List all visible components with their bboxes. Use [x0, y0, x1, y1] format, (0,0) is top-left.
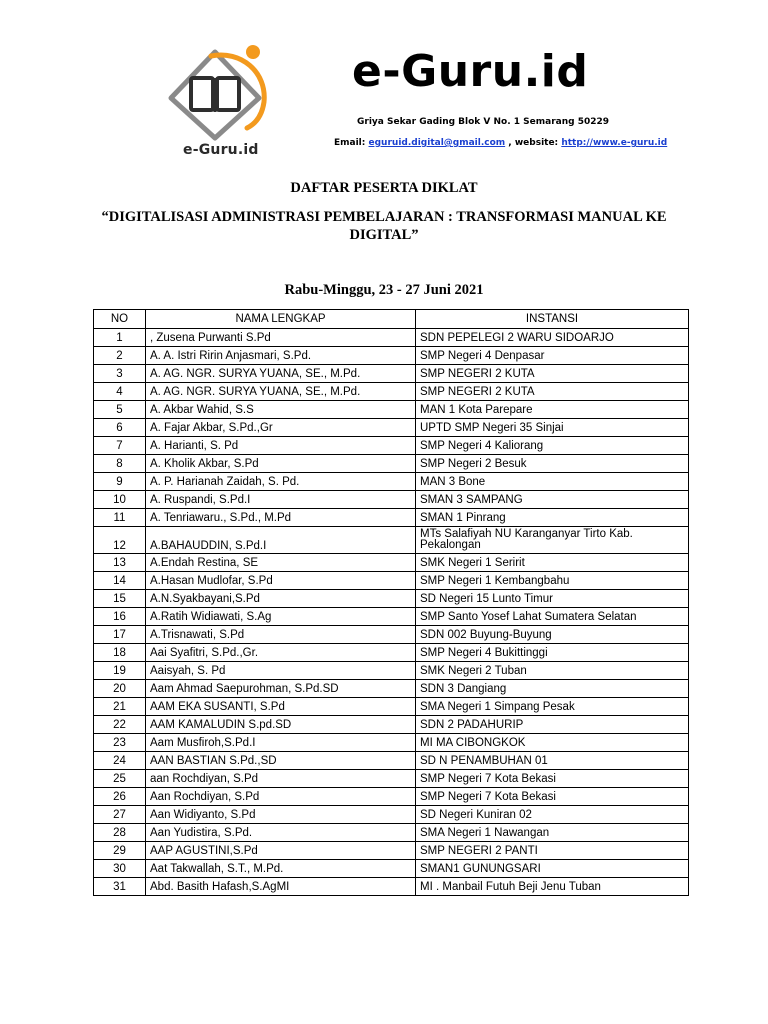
row-number: 15 [94, 590, 146, 608]
table-row [94, 680, 689, 698]
participant-name: A. Akbar Wahid, S.S [146, 401, 416, 419]
institution-name: SD N PENAMBUHAN 01 [416, 752, 689, 770]
participant-name: Aam Musfiroh,S.Pd.I [146, 734, 416, 752]
row-number: 27 [94, 806, 146, 824]
institution-name: SMP Negeri 2 Besuk [416, 455, 689, 473]
table-row [94, 644, 689, 662]
participant-name: A.Endah Restina, SE [146, 554, 416, 572]
participant-name: AAP AGUSTINI,S.Pd [146, 842, 416, 860]
table-row [94, 608, 689, 626]
row-number: 26 [94, 788, 146, 806]
institution-name: SMP Negeri 7 Kota Bekasi [416, 788, 689, 806]
institution-name: SMP NEGERI 2 KUTA [416, 383, 689, 401]
row-number: 10 [94, 491, 146, 509]
table-row [94, 554, 689, 572]
institution-name: SMA Negeri 1 Simpang Pesak [416, 698, 689, 716]
row-number: 5 [94, 401, 146, 419]
row-number: 6 [94, 419, 146, 437]
table-header-row [94, 310, 689, 329]
website-label: , website: [508, 138, 559, 148]
participant-name: Aat Takwallah, S.T., M.Pd. [146, 860, 416, 878]
participant-name: AAM EKA SUSANTI, S.Pd [146, 698, 416, 716]
book-logo-icon [163, 40, 278, 142]
participant-name: A. Ruspandi, S.Pd.I [146, 491, 416, 509]
table-row [94, 527, 689, 554]
table-row [94, 842, 689, 860]
header-institution: INSTANSI [416, 310, 689, 329]
institution-name: SMP Negeri 4 Kaliorang [416, 437, 689, 455]
table-row [94, 365, 689, 383]
institution-name: SDN 2 PADAHURIP [416, 716, 689, 734]
institution-name: SDN 3 Dangiang [416, 680, 689, 698]
row-number: 18 [94, 644, 146, 662]
participant-name: A.N.Syakbayani,S.Pd [146, 590, 416, 608]
row-number: 21 [94, 698, 146, 716]
row-number: 25 [94, 770, 146, 788]
table-row [94, 437, 689, 455]
institution-name: MI MA CIBONGKOK [416, 734, 689, 752]
participant-name: Aai Syafitri, S.Pd.,Gr. [146, 644, 416, 662]
participant-name: Aam Ahmad Saepurohman, S.Pd.SD [146, 680, 416, 698]
institution-name: SMP Negeri 4 Bukittinggi [416, 644, 689, 662]
document-subtitle: “DIGITALISASI ADMINISTRASI PEMBELAJARAN : TRANSFORMASI MANUAL KE DIGITAL” [101, 209, 667, 243]
table-body [94, 329, 689, 896]
table-row [94, 509, 689, 527]
table-row [94, 455, 689, 473]
row-number: 16 [94, 608, 146, 626]
row-number: 7 [94, 437, 146, 455]
row-number: 9 [94, 473, 146, 491]
institution-name: SMAN1 GUNUNGSARI [416, 860, 689, 878]
participants-table [93, 309, 689, 896]
brand-title: e-Guru.id [352, 46, 589, 97]
institution-name: MAN 1 Kota Parepare [416, 401, 689, 419]
institution-name: UPTD SMP Negeri 35 Sinjai [416, 419, 689, 437]
header-no: NO [94, 310, 146, 329]
website-link[interactable]: http://www.e-guru.id [561, 138, 668, 148]
institution-name: SMP Negeri 4 Denpasar [416, 347, 689, 365]
participant-name: A. A. Istri Ririn Anjasmari, S.Pd. [146, 347, 416, 365]
row-number: 8 [94, 455, 146, 473]
table-row [94, 860, 689, 878]
institution-name: SMK Negeri 1 Seririt [416, 554, 689, 572]
table-row [94, 878, 689, 896]
participant-name: AAN BASTIAN S.Pd.,SD [146, 752, 416, 770]
participant-name: A.Hasan Mudlofar, S.Pd [146, 572, 416, 590]
row-number: 2 [94, 347, 146, 365]
email-link[interactable]: eguruid.digital@gmail.com [368, 138, 506, 148]
row-number: 20 [94, 680, 146, 698]
table-row [94, 716, 689, 734]
row-number: 13 [94, 554, 146, 572]
row-number: 31 [94, 878, 146, 896]
table-row [94, 662, 689, 680]
row-number: 29 [94, 842, 146, 860]
participant-name: , Zusena Purwanti S.Pd [146, 329, 416, 347]
row-number: 23 [94, 734, 146, 752]
institution-name: SMA Negeri 1 Nawangan [416, 824, 689, 842]
row-number: 24 [94, 752, 146, 770]
institution-name: MI . Manbail Futuh Beji Jenu Tuban [416, 878, 689, 896]
header-name: NAMA LENGKAP [146, 310, 416, 329]
institution-name: SDN 002 Buyung-Buyung [416, 626, 689, 644]
institution-name: SMAN 1 Pinrang [416, 509, 689, 527]
brand-contact [334, 138, 667, 148]
institution-name: SMP Negeri 1 Kembangbahu [416, 572, 689, 590]
row-number: 30 [94, 860, 146, 878]
participant-name: A. Fajar Akbar, S.Pd.,Gr [146, 419, 416, 437]
row-number: 3 [94, 365, 146, 383]
participant-name: A.Trisnawati, S.Pd [146, 626, 416, 644]
logo-caption: e-Guru.id [183, 142, 259, 158]
brand-address: Griya Sekar Gading Blok V No. 1 Semarang 50229 [357, 117, 610, 127]
table-row [94, 734, 689, 752]
institution-name: SMP NEGERI 2 PANTI [416, 842, 689, 860]
document-date: Rabu-Minggu, 23 - 27 Juni 2021 [284, 282, 484, 298]
table-row [94, 329, 689, 347]
institution-name: SMK Negeri 2 Tuban [416, 662, 689, 680]
participant-name: AAM KAMALUDIN S.pd.SD [146, 716, 416, 734]
row-number: 12 [94, 527, 146, 554]
table-row [94, 347, 689, 365]
institution-name: SMP Santo Yosef Lahat Sumatera Selatan [416, 608, 689, 626]
table-row [94, 806, 689, 824]
institution-name: SD Negeri Kuniran 02 [416, 806, 689, 824]
institution-name: SDN PEPELEGI 2 WARU SIDOARJO [416, 329, 689, 347]
participant-name: Aaisyah, S. Pd [146, 662, 416, 680]
table-row [94, 752, 689, 770]
eguru-logo [163, 40, 278, 162]
participant-name: Aan Widiyanto, S.Pd [146, 806, 416, 824]
table-row [94, 419, 689, 437]
participant-name: A. AG. NGR. SURYA YUANA, SE., M.Pd. [146, 383, 416, 401]
participant-name: A.BAHAUDDIN, S.Pd.I [146, 527, 416, 554]
table-row [94, 473, 689, 491]
document-title: DAFTAR PESERTA DIKLAT [290, 180, 478, 196]
institution-name: SMP Negeri 7 Kota Bekasi [416, 770, 689, 788]
row-number: 1 [94, 329, 146, 347]
table-row [94, 626, 689, 644]
institution-name: SMP NEGERI 2 KUTA [416, 365, 689, 383]
row-number: 22 [94, 716, 146, 734]
row-number: 14 [94, 572, 146, 590]
table-row [94, 788, 689, 806]
table-row [94, 824, 689, 842]
participant-name: A. Tenriawaru., S.Pd., M.Pd [146, 509, 416, 527]
row-number: 19 [94, 662, 146, 680]
table-row [94, 698, 689, 716]
email-label: Email: [334, 138, 366, 148]
row-number: 28 [94, 824, 146, 842]
table-row [94, 590, 689, 608]
participant-name: A. P. Harianah Zaidah, S. Pd. [146, 473, 416, 491]
participant-name: A. Kholik Akbar, S.Pd [146, 455, 416, 473]
participant-name: A. AG. NGR. SURYA YUANA, SE., M.Pd. [146, 365, 416, 383]
table-row [94, 491, 689, 509]
table-row [94, 401, 689, 419]
row-number: 4 [94, 383, 146, 401]
table-row [94, 383, 689, 401]
institution-name: MAN 3 Bone [416, 473, 689, 491]
participant-name: Aan Rochdiyan, S.Pd [146, 788, 416, 806]
participant-name: Aan Yudistira, S.Pd. [146, 824, 416, 842]
table-row [94, 572, 689, 590]
participant-name: Abd. Basith Hafash,S.AgMI [146, 878, 416, 896]
participant-name: A. Harianti, S. Pd [146, 437, 416, 455]
participant-name: A.Ratih Widiawati, S.Ag [146, 608, 416, 626]
participant-name: aan Rochdiyan, S.Pd [146, 770, 416, 788]
row-number: 11 [94, 509, 146, 527]
row-number: 17 [94, 626, 146, 644]
table-row [94, 770, 689, 788]
institution-name: SD Negeri 15 Lunto Timur [416, 590, 689, 608]
institution-name: MTs Salafiyah NU Karanganyar Tirto Kab. Pekalongan [416, 527, 689, 554]
institution-name: SMAN 3 SAMPANG [416, 491, 689, 509]
